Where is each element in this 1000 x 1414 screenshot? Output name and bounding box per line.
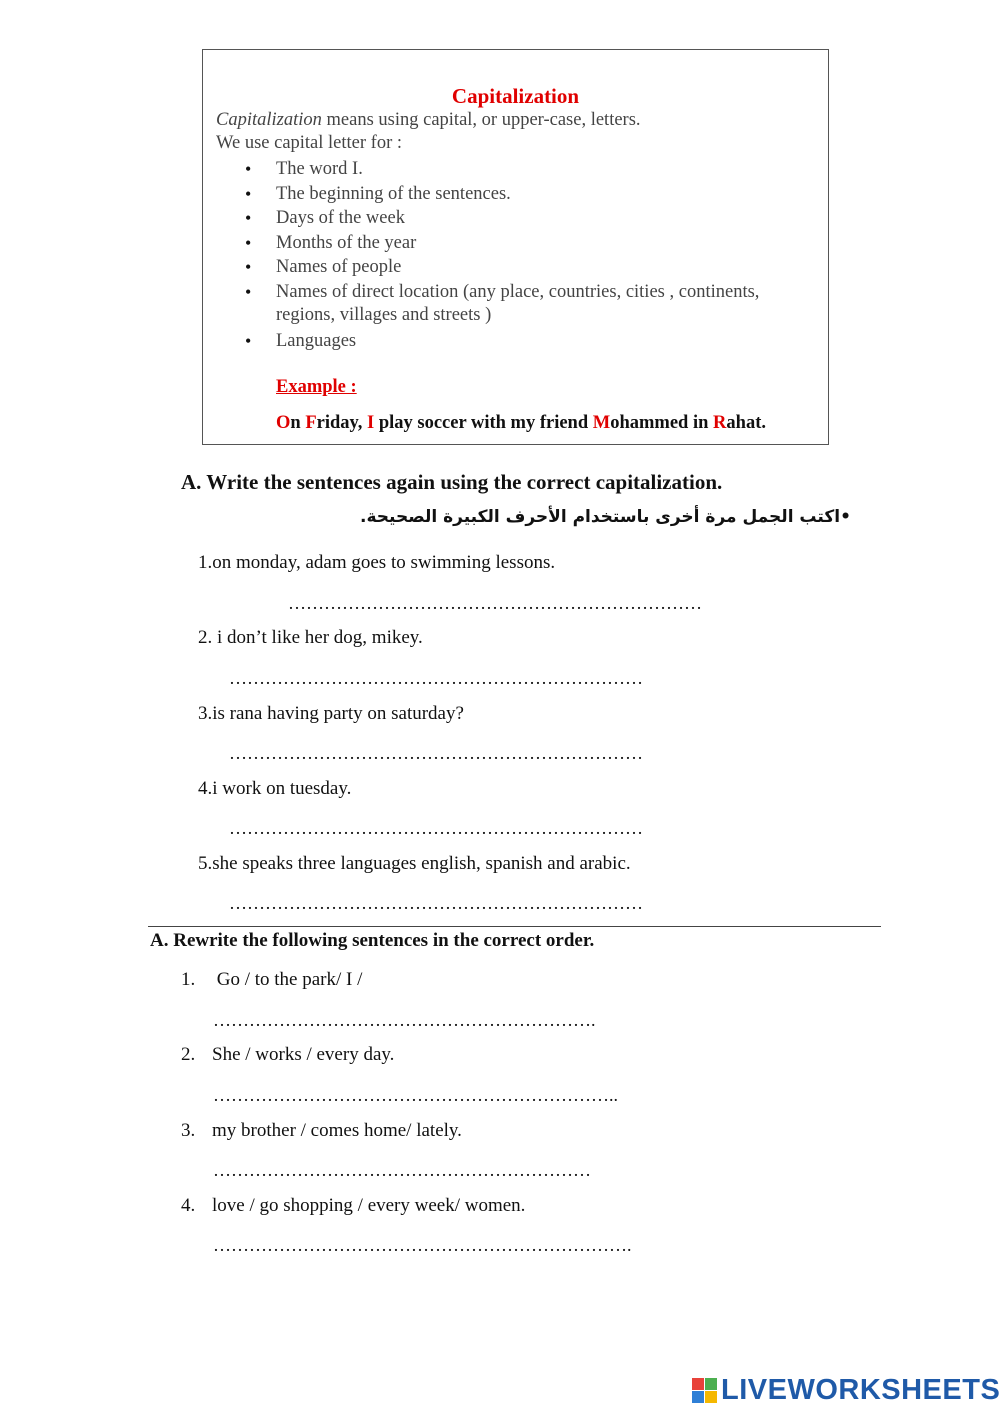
rule-item: • Days of the week — [245, 207, 806, 230]
example-text: ahat. — [726, 413, 766, 433]
question-number: 2. — [198, 627, 213, 648]
capitalization-rules-box — [202, 49, 829, 445]
answer-line[interactable]: ……………………………………………………… — [213, 1160, 591, 1180]
section-a-arabic-instruction: •اكتب الجمل مرة أخرى باستخدام الأحرف الكبيرة الصحيحة. — [360, 507, 851, 527]
capital-letter: F — [305, 413, 317, 433]
question-text: i work on tuesday. — [212, 778, 352, 799]
rule-item: • Languages — [245, 330, 806, 353]
logo-square-icon — [705, 1378, 717, 1390]
example-sentence — [276, 413, 766, 434]
question-item — [181, 1195, 525, 1217]
question-text: on monday, adam goes to swimming lessons. — [212, 552, 556, 573]
capital-letter: I — [367, 413, 375, 433]
answer-line[interactable]: ………………………………………………………….. — [213, 1085, 618, 1105]
intro-term: Capitalization — [216, 110, 322, 130]
example-text: ohammed in — [610, 413, 714, 433]
question-item — [181, 1044, 394, 1066]
question-text: my brother / comes home/ lately. — [212, 1120, 462, 1141]
question-item — [198, 853, 631, 875]
rule-item: • Months of the year — [245, 232, 806, 255]
question-number: 4. — [181, 1195, 196, 1216]
logo-square-icon — [692, 1391, 704, 1403]
question-number: 4. — [198, 778, 213, 799]
question-item — [198, 703, 464, 725]
question-text: love / go shopping / every week/ women. — [212, 1195, 526, 1216]
question-number: 1. — [198, 552, 213, 573]
intro-line-1 — [216, 110, 641, 131]
logo-square-icon — [692, 1378, 704, 1390]
box-title: Capitalization — [451, 84, 580, 108]
example-text: play soccer with my friend — [374, 413, 593, 433]
intro-rest: means using capital, or upper-case, letters. — [321, 110, 641, 130]
question-text: Go / to the park/ I / — [212, 969, 363, 990]
question-item — [198, 552, 555, 574]
question-item — [181, 1120, 462, 1142]
question-text: She / works / every day. — [212, 1044, 395, 1065]
question-number: 3. — [181, 1120, 196, 1141]
rule-item: • Names of direct location (any place, countries, cities , continents, regions, villages and streets ) — [245, 281, 806, 327]
example-label: Example : — [276, 377, 357, 397]
rule-item: • The word I. — [245, 158, 806, 181]
question-number: 5. — [198, 853, 213, 874]
rule-item: • Names of people — [245, 256, 806, 279]
intro-line-2: We use capital letter for : — [216, 133, 402, 153]
capital-letter: O — [276, 413, 291, 433]
example-text: riday, — [316, 413, 367, 433]
rule-item: • The beginning of the sentences. — [245, 183, 806, 206]
question-item — [198, 627, 423, 649]
capital-letter: M — [592, 413, 611, 433]
logo-text: LIVEWORKSHEETS — [721, 1373, 1000, 1406]
logo-mark-icon — [692, 1378, 717, 1403]
question-number: 1. — [181, 969, 196, 990]
answer-line[interactable]: …………………………………………………………… — [229, 743, 643, 763]
question-item — [198, 778, 351, 800]
answer-line[interactable]: ……………………………………………………………. — [213, 1235, 632, 1255]
question-text: is rana having party on saturday? — [212, 703, 464, 724]
section-b-heading: A. Rewrite the following sentences in the correct order. — [150, 930, 595, 951]
logo-square-icon — [705, 1391, 717, 1403]
answer-line[interactable]: …………………………………………………………… — [229, 893, 643, 913]
question-number: 3. — [198, 703, 213, 724]
question-text: i don’t like her dog, mikey. — [212, 627, 423, 648]
section-divider — [148, 926, 881, 927]
section-a-heading: A. Write the sentences again using the correct capitalization. — [181, 470, 723, 494]
example-text: n — [290, 413, 306, 433]
answer-line[interactable]: …………………………………………………………… — [229, 818, 643, 838]
question-text: she speaks three languages english, spanish and arabic. — [212, 853, 631, 874]
answer-line[interactable]: …………………………………………………………… — [288, 593, 702, 613]
liveworksheets-logo — [692, 1373, 1000, 1407]
capital-letter: R — [713, 413, 727, 433]
answer-line[interactable]: …………………………………………………………… — [229, 668, 643, 688]
question-item — [181, 969, 362, 991]
answer-line[interactable]: ………………………………………………………. — [213, 1010, 596, 1030]
question-number: 2. — [181, 1044, 196, 1065]
rules-list — [245, 158, 806, 354]
